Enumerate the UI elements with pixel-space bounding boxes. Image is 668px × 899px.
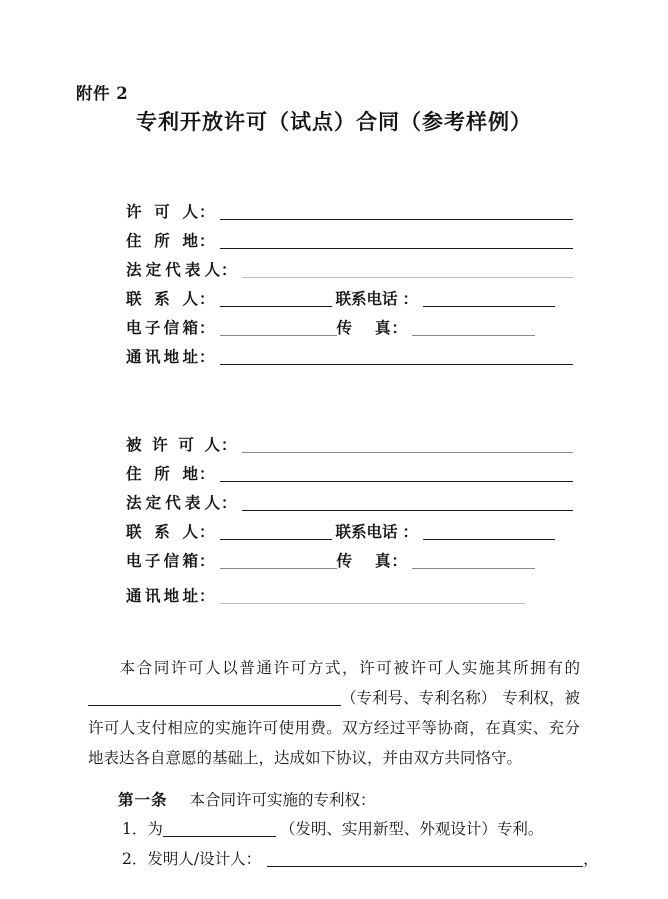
paragraph-text-part3: 专利权，被许可人支付相应的实施许可使用费。双方经过平等协商，在真实、充分地表达各自意愿的基础上，达成如下协议，并由双方共同恪守。 [88, 689, 580, 767]
field-blank-line[interactable] [242, 495, 573, 511]
field-colon: ： [199, 231, 215, 250]
field-row-licensor-name[interactable] [126, 196, 573, 220]
clause-number: 第一条 [118, 790, 168, 809]
field-row-licensee-legal-rep[interactable] [126, 487, 573, 511]
clause-one-item-2 [122, 846, 599, 872]
field-row-licensor-address[interactable] [126, 225, 573, 249]
body-paragraph [88, 653, 580, 773]
field-colon-fax: ： [391, 551, 408, 570]
field-label: 通讯地址 [126, 586, 198, 605]
field-colon: ： [199, 464, 215, 483]
field-row-licensor-contact[interactable] [126, 283, 555, 307]
field-row-licensee-email[interactable] [126, 545, 535, 569]
field-row-licensee-address[interactable] [126, 458, 573, 482]
field-row-licensee-name[interactable] [126, 429, 573, 453]
field-label: 联系人 [126, 522, 198, 541]
field-colon: ： [199, 318, 215, 337]
field-blank-line-phone[interactable] [423, 524, 555, 540]
field-blank-line-fax[interactable] [412, 553, 535, 569]
inventor-designer-blank[interactable] [267, 852, 583, 867]
patent-number-blank-part1[interactable] [88, 691, 145, 706]
field-blank-line-phone[interactable] [423, 291, 555, 307]
patent-number-blank-part2[interactable] [145, 691, 341, 706]
field-colon: ： [199, 522, 215, 541]
field-label: 电子信箱 [126, 318, 198, 337]
field-row-licensee-contact[interactable] [126, 516, 555, 540]
paragraph-text-part1: 本合同许可人以普通许可方式，许可被许可人实施其所拥有的 [118, 659, 580, 677]
patent-type-blank[interactable] [163, 822, 276, 837]
field-label-phone: 联系电话 [335, 289, 398, 308]
clause-one-item-1 [122, 816, 543, 842]
field-colon-phone: ： [402, 289, 419, 308]
field-row-licensor-legal-rep[interactable] [126, 254, 573, 278]
field-label: 被许可人 [126, 435, 220, 454]
item-2-prefix: 2．发明人/设计人： [122, 850, 262, 868]
item-1-prefix: 1．为 [122, 820, 163, 838]
field-label-phone: 联系电话 [335, 522, 398, 541]
field-label: 联系人 [126, 289, 198, 308]
field-label: 电子信箱 [126, 551, 198, 570]
field-label: 住所地 [126, 231, 198, 250]
item-2-suffix: ， [583, 850, 599, 868]
field-colon-phone: ： [402, 522, 419, 541]
item-1-suffix: （发明、实用新型、外观设计）专利。 [279, 820, 544, 838]
clause-one-heading [118, 787, 376, 813]
attachment-label: 附件 2 [76, 84, 129, 103]
field-label: 住所地 [126, 464, 198, 483]
field-colon: ： [221, 260, 237, 279]
page-title: 专利开放许可（试点）合同（参考样例） [136, 109, 532, 134]
field-blank-line[interactable] [220, 320, 337, 336]
field-row-licensee-mailing-address[interactable] [126, 580, 525, 604]
field-label: 通讯地址 [126, 347, 198, 366]
field-blank-line[interactable] [242, 437, 573, 453]
field-colon: ： [199, 347, 215, 366]
field-colon-fax: ： [391, 318, 408, 337]
field-blank-line[interactable] [220, 204, 573, 220]
field-label: 法定代表人 [126, 493, 220, 512]
field-blank-line[interactable] [242, 262, 573, 278]
field-blank-line[interactable] [220, 233, 573, 249]
field-blank-line-fax[interactable] [412, 320, 535, 336]
field-colon: ： [199, 202, 215, 221]
field-blank-line[interactable] [220, 291, 332, 307]
field-colon: ： [221, 493, 237, 512]
field-label-fax: 传真 [336, 318, 391, 337]
field-colon: ： [199, 551, 215, 570]
field-label: 许可人 [126, 202, 198, 221]
field-blank-line[interactable] [220, 553, 337, 569]
field-colon: ： [199, 586, 215, 605]
field-row-licensor-email[interactable] [126, 312, 535, 336]
field-blank-line[interactable] [220, 349, 573, 365]
field-blank-line[interactable] [220, 524, 332, 540]
paragraph-text-part2: （专利号、专利名称） [341, 689, 497, 707]
field-colon: ： [221, 435, 237, 454]
field-colon: ： [199, 289, 215, 308]
field-label: 法定代表人 [126, 260, 220, 279]
clause-heading-text: 本合同许可实施的专利权： [189, 791, 376, 809]
field-row-licensor-mailing-address[interactable] [126, 341, 573, 365]
field-blank-line[interactable] [220, 466, 573, 482]
field-blank-line[interactable] [220, 588, 525, 604]
field-label-fax: 传真 [336, 551, 391, 570]
